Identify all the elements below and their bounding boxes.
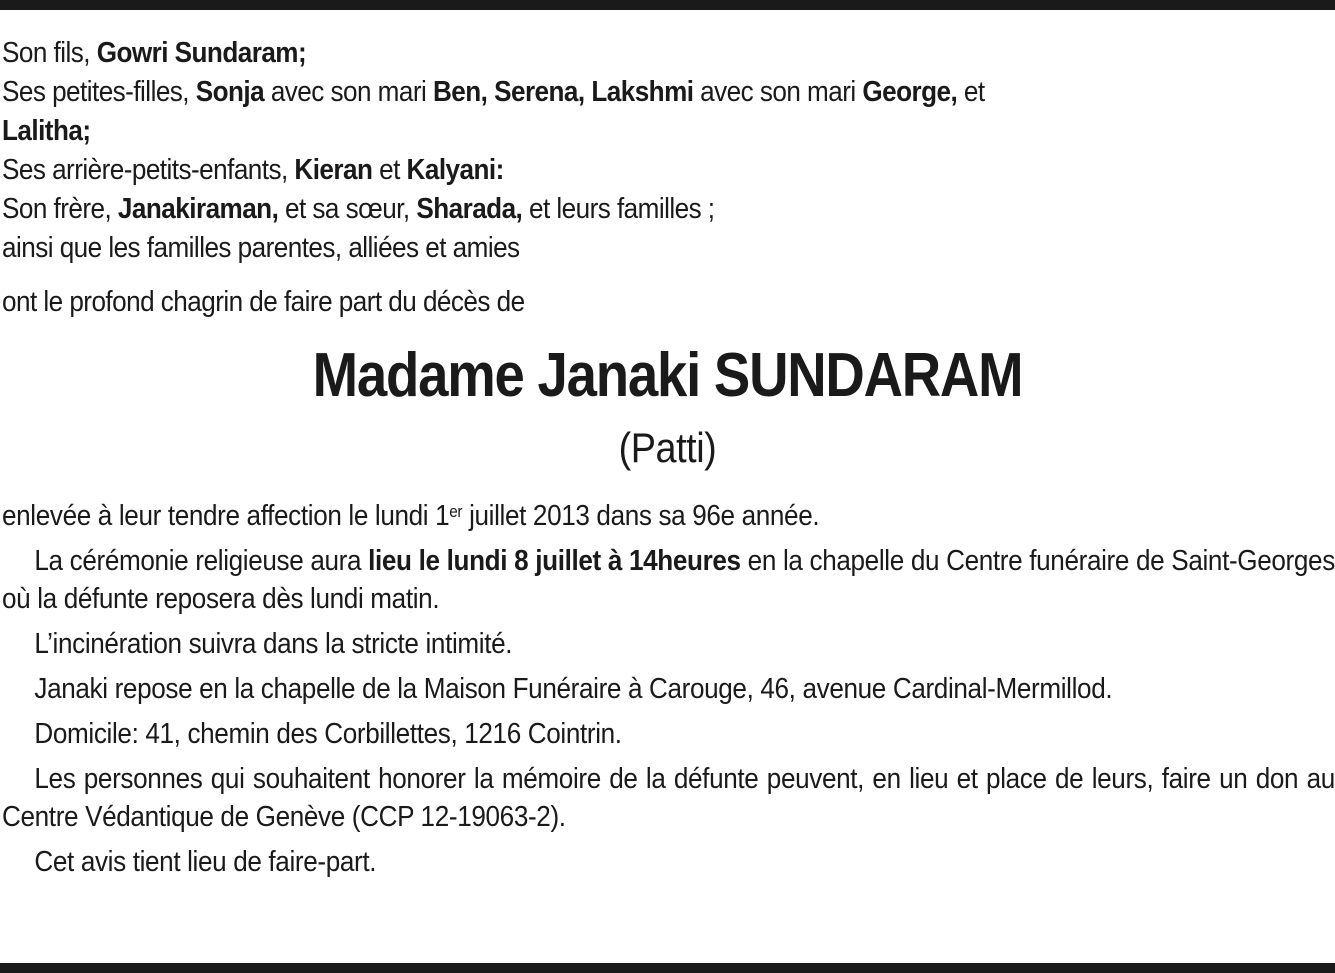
announcement-line: ont le profond chagrin de faire part du décès de xyxy=(2,286,525,318)
death-text: enlevée à leur tendre affection le lundi 1 xyxy=(2,500,450,532)
family-text: Ses petites-filles, xyxy=(2,76,196,108)
family-line-granddaughters-cont xyxy=(2,112,1190,151)
ceremony-text: La cérémonie religieuse aura xyxy=(34,545,369,577)
domicile-paragraph xyxy=(2,715,1335,753)
family-name-bold: Janakiraman, xyxy=(117,193,279,225)
incineration-text: L’incinération suivra dans la stricte intimité. xyxy=(34,628,513,660)
bottom-border-rule xyxy=(0,963,1335,973)
family-name-bold: Ben, Serena, Lakshmi xyxy=(432,76,694,108)
family-name-bold: Kalyani: xyxy=(406,154,504,186)
ceremony-time-bold: lieu le lundi 8 juillet à 14heures xyxy=(368,545,741,577)
family-text: ainsi que les familles parentes, alliées et amies xyxy=(2,232,520,264)
ceremony-paragraph xyxy=(2,542,1335,618)
family-line-siblings xyxy=(2,190,1190,229)
top-border-rule xyxy=(0,0,1335,10)
ordinal-superscript: er xyxy=(449,502,463,521)
incineration-paragraph xyxy=(2,625,1335,663)
family-line-granddaughters xyxy=(2,73,1190,112)
family-name-bold: Gowri Sundaram; xyxy=(96,37,307,69)
family-text: Son frère, xyxy=(2,193,118,225)
repose-text: Janaki repose en la chapelle de la Maison Funéraire à Carouge, 46, avenue Cardinal-Mermillod. xyxy=(34,673,1113,705)
ceremony-text: en la chapelle du Centre funéraire de Saint-Georges où la défunte reposera dès lundi matin. xyxy=(2,545,1335,615)
family-name-bold: Kieran xyxy=(294,154,373,186)
family-text: avec son mari xyxy=(693,76,863,108)
death-text: juillet 2013 dans sa 96e année. xyxy=(462,500,820,532)
family-text: et xyxy=(957,76,985,108)
deceased-nickname: (Patti) xyxy=(618,424,717,471)
donation-paragraph xyxy=(2,760,1335,836)
obituary-body xyxy=(2,497,1335,881)
family-text: Son fils, xyxy=(2,37,97,69)
family-name-bold: Sonja xyxy=(195,76,265,108)
donation-text: Les personnes qui souhaitent honorer la mémoire de la défunte peuvent, en lieu et place de leurs, faire un don au Centre Védantique de Genève (CCP 12-19063-2). xyxy=(2,763,1335,833)
repose-paragraph xyxy=(2,670,1335,708)
closing-paragraph xyxy=(2,843,1335,881)
family-name-bold: George, xyxy=(862,76,958,108)
family-text: et leurs familles ; xyxy=(522,193,715,225)
domicile-text: Domicile: 41, chemin des Corbillettes, 1216 Cointrin. xyxy=(34,718,622,750)
family-line-great-grandchildren xyxy=(2,151,1190,190)
deceased-name: Madame Janaki SUNDARAM xyxy=(312,341,1023,410)
closing-text: Cet avis tient lieu de faire-part. xyxy=(34,846,377,878)
family-text: et sa sœur, xyxy=(278,193,417,225)
death-date-paragraph xyxy=(2,497,1202,535)
family-name-bold: Lalitha; xyxy=(2,115,91,147)
family-line-relatives xyxy=(2,229,1190,268)
family-text: Ses arrière-petits-enfants, xyxy=(2,154,295,186)
family-name-bold: Sharada, xyxy=(416,193,523,225)
family-line-son xyxy=(2,34,1190,73)
family-text: avec son mari xyxy=(264,76,433,108)
family-text: et xyxy=(372,154,407,186)
family-list xyxy=(2,34,1190,268)
